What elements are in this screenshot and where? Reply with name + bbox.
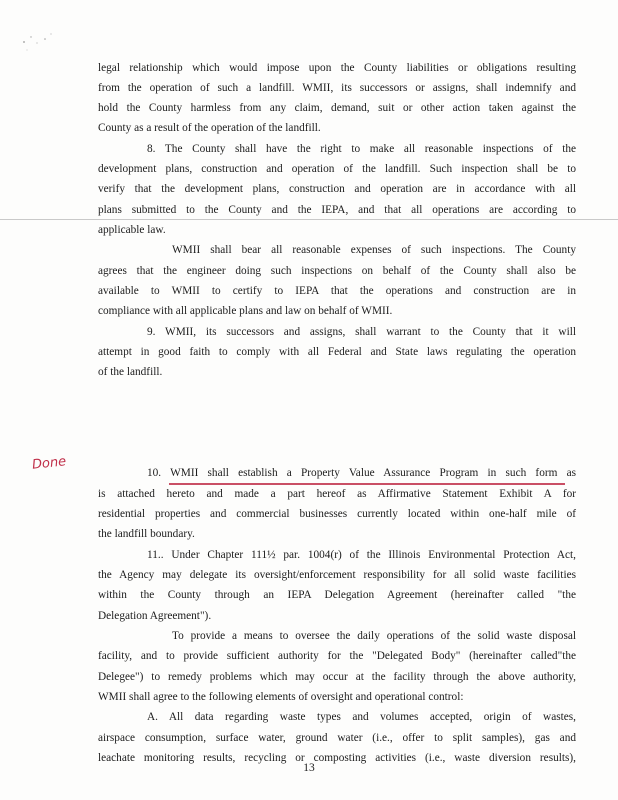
text-line: Delegee") to remedy problems which may occur at the facility through the above authority, <box>98 671 576 683</box>
text-line: WMII shall bear all reasonable expenses of such inspections. The County <box>172 244 576 256</box>
text-line: 9. WMII, its successors and assigns, shall warrant to the County that it will <box>147 326 576 338</box>
text-line: agrees that the engineer doing such inspections on behalf of the County shall also be <box>98 265 576 277</box>
text-line: residential properties and commercial businesses currently located within one-half mile of <box>98 508 576 520</box>
text-line: 11.. Under Chapter 111½ par. 1004(r) of the Illinois Environmental Protection Act, <box>147 549 576 561</box>
text-line: To provide a means to oversee the daily operations of the solid waste disposal <box>172 630 576 642</box>
text-line: within the County through an IEPA Delegation Agreement (hereinafter called "the <box>98 589 576 601</box>
handwritten-underline <box>169 483 565 485</box>
text-line: A. All data regarding waste types and volumes accepted, origin of wastes, <box>147 711 576 723</box>
text-line: facility, and to provide sufficient authority for the "Delegated Body" (hereinafter called"the <box>98 650 576 662</box>
text-line: compliance with all applicable plans and law on behalf of WMII. <box>98 305 393 317</box>
text-line: from the operation of such a landfill. WMII, its successors or assigns, shall indemnify and <box>98 82 576 94</box>
scan-artifact-line <box>0 219 618 220</box>
text-line: verify that the development plans, construction and operation are in accordance with all <box>98 183 576 195</box>
text-line: the landfill boundary. <box>98 528 195 540</box>
text-line: 10. WMII shall establish a Property Value Assurance Program in such form as <box>147 467 576 479</box>
text-line: plans submitted to the County and the IEPA, and that all operations are according to <box>98 204 576 216</box>
text-line: of the landfill. <box>98 366 163 378</box>
text-line: hold the County harmless from any claim, demand, suit or other action taken against the <box>98 102 576 114</box>
text-line: the Agency may delegate its oversight/enforcement responsibility for all solid waste facilities <box>98 569 576 581</box>
text-line: 8. The County shall have the right to make all reasonable inspections of the <box>147 143 576 155</box>
text-line: is attached hereto and made a part hereof as Affirmative Statement Exhibit A for <box>98 488 576 500</box>
text-line: airspace consumption, surface water, ground water (i.e., offer to split samples), gas and <box>98 732 576 744</box>
text-line: development plans, construction and operation of the landfill. Such inspection shall be to <box>98 163 576 175</box>
scan-speck-marks <box>18 28 58 54</box>
text-line: applicable law. <box>98 224 166 236</box>
text-line: attempt in good faith to comply with all Federal and State laws regulating the operation <box>98 346 576 358</box>
page-number: 13 <box>303 762 315 774</box>
text-line: Delegation Agreement"). <box>98 610 212 622</box>
text-line: leachate monitoring results, recycling or composting activities (i.e., waste diversion results), <box>98 752 576 764</box>
handwritten-margin-note: Done <box>31 454 67 473</box>
text-line: County as a result of the operation of the landfill. <box>98 122 321 134</box>
text-line: legal relationship which would impose upon the County liabilities or obligations resulting <box>98 62 576 74</box>
text-line: available to WMII to certify to IEPA that the operations and construction are in <box>98 285 576 297</box>
text-line: WMII shall agree to the following elements of oversight and operational control: <box>98 691 464 703</box>
